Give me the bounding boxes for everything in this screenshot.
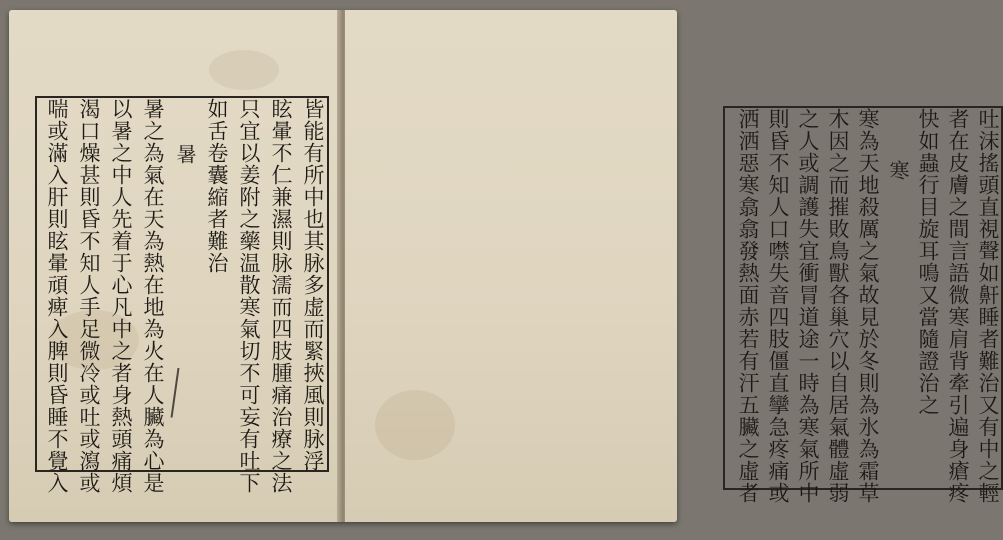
text-column: 渴口燥甚則昏不知人手足微冷或吐或瀉或 (77, 98, 101, 494)
text-column: 眩暈不仁兼濕則脉濡而四肢腫痛治療之法 (269, 98, 293, 494)
right-text-frame (723, 106, 1003, 504)
text-column: 暑之為氣在天為熱在地為火在人臟為心是 (141, 98, 165, 494)
left-page (9, 10, 341, 522)
text-column: 只宜以姜附之藥温散寒氣切不可妄有吐下 (237, 98, 261, 494)
text-column: 之人或調護失宜衝冐道途一時為寒氣所中 (796, 108, 820, 504)
text-column: 如舌卷囊縮者難治 (205, 98, 229, 274)
text-column: 快如蟲行目旋耳鳴又當隨證治之 (916, 108, 940, 416)
left-text-frame (35, 96, 329, 494)
right-page (345, 10, 1000, 522)
open-book (9, 10, 1000, 522)
text-column: 者在皮膚之間言語微寒肩背牽引遍身瘡疼 (946, 108, 970, 504)
section-heading: 寒 (886, 160, 910, 181)
text-column: 寒為天地殺厲之氣故見於冬則為氷為霜草 (856, 108, 880, 504)
section-heading: 暑 (173, 144, 197, 165)
text-column: 木因之而摧敗鳥獸各巢穴以自居氣體虛弱 (826, 108, 850, 504)
text-column: 吐沫搖頭直視聲如鼾睡者難治又有中之輕 (976, 108, 1000, 504)
text-column: 喘或滿入肝則眩暈頑痺入脾則昏睡不覺入 (45, 98, 69, 494)
text-column: 皆能有所中也其脉多虚而緊挾風則脉浮 (301, 98, 325, 472)
text-column: 洒洒惡寒翕翕發熱面赤若有汗五臟之虛者 (736, 108, 760, 504)
paper-stain (375, 390, 455, 460)
text-column: 則昏不知人口噤失音四肢僵直攣急疼痛或 (766, 108, 790, 504)
paper-stain (209, 50, 279, 90)
text-column: 以暑之中人先着于心凡中之者身熱頭痛煩 (109, 98, 133, 494)
